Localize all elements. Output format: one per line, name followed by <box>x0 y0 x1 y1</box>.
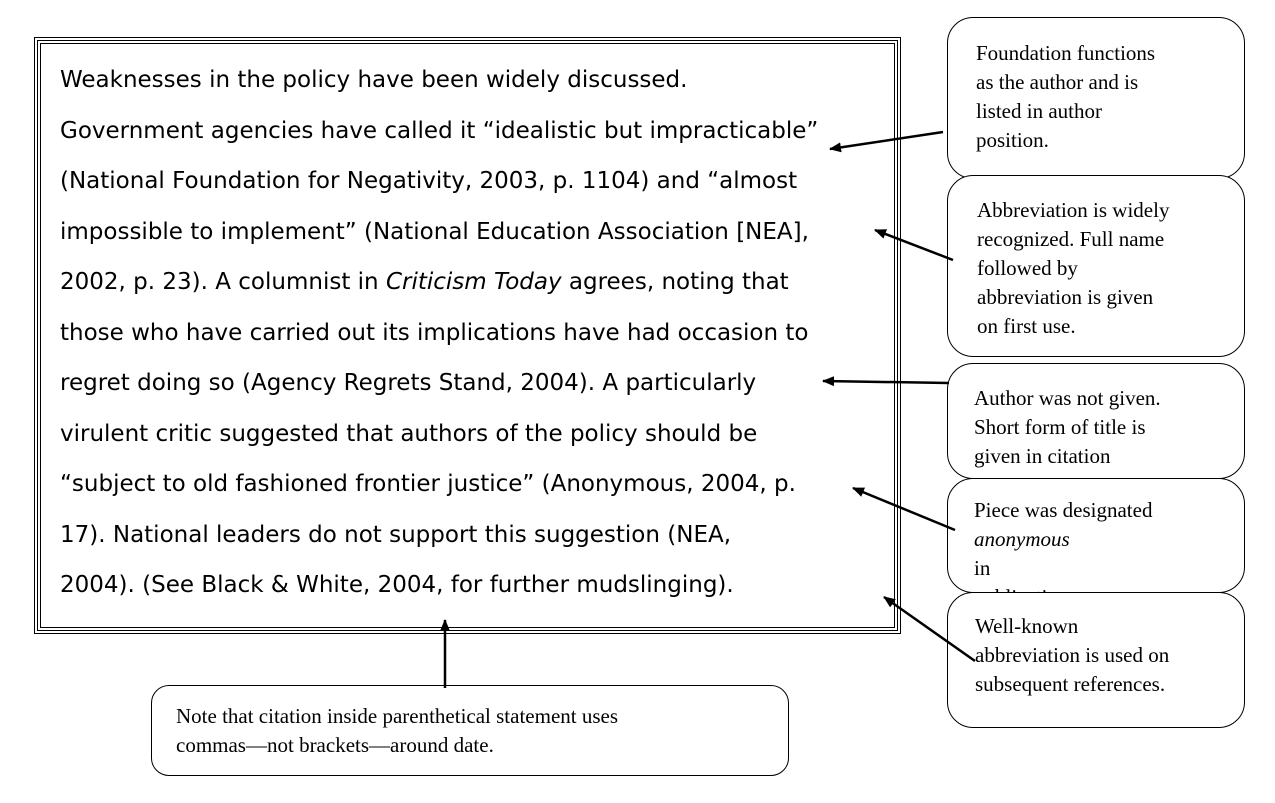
callout-no-author <box>947 363 1245 479</box>
paragraph-line: those who have carried out its implications have had occasion to <box>60 319 809 346</box>
callout-well-known-abbreviation <box>947 592 1245 728</box>
callout-line: as the author and is <box>976 70 1139 94</box>
callout-line: abbreviation is given <box>977 285 1154 309</box>
callout-line <box>974 525 1234 583</box>
paragraph-line: (National Foundation for Negativity, 2003, p. 1104) and “almost <box>60 168 798 194</box>
callout-line: given in citation <box>974 444 1111 468</box>
line-text: 2002, p. 23). A columnist in <box>60 269 386 295</box>
paragraph-line: 17). National leaders do not support this suggestion (NEA, <box>60 521 732 548</box>
callout-line: Author was not given. <box>974 386 1161 410</box>
callout-parenthetical-note <box>151 685 789 776</box>
callout-foundation-author <box>947 17 1245 179</box>
callout-line: Short form of title is <box>974 415 1146 439</box>
callout-line: Piece was designated <box>974 498 1153 522</box>
callout-line: listed in author <box>976 99 1102 123</box>
paragraph-line: virulent critic suggested that authors of the policy should be <box>60 420 758 447</box>
anonymous-term: anonymous <box>974 527 1070 551</box>
callout-line: subsequent references. <box>975 672 1166 696</box>
callout-line: abbreviation is used on <box>975 643 1170 667</box>
example-paragraph <box>60 55 890 611</box>
callout-line: recognized. Full name <box>977 227 1165 251</box>
line-text: in <box>974 556 991 580</box>
line-text: agrees, noting that <box>561 269 789 295</box>
callout-line: followed by <box>977 256 1078 280</box>
paragraph-line: Government agencies have called it “idealistic but impracticable” <box>60 117 819 144</box>
callout-line: Well-known <box>975 614 1079 638</box>
paragraph-line <box>60 257 890 308</box>
paragraph-line: “subject to old fashioned frontier justice” (Anonymous, 2004, p. <box>60 471 796 497</box>
callout-line: Abbreviation is widely <box>977 198 1170 222</box>
callout-anonymous <box>947 478 1245 593</box>
callout-abbreviation-first-use <box>947 175 1245 357</box>
paragraph-line: Weaknesses in the policy have been widely discussed. <box>60 67 688 93</box>
callout-line: commas—not brackets—around date. <box>176 733 494 757</box>
callout-line: on first use. <box>977 314 1076 338</box>
paragraph-line: regret doing so (Agency Regrets Stand, 2004). A particularly <box>60 370 757 396</box>
paragraph-line: impossible to implement” (National Education Association [NEA], <box>60 218 809 245</box>
callout-line: Foundation functions <box>976 41 1156 65</box>
callout-line: position. <box>976 128 1049 152</box>
periodical-title: Criticism Today <box>385 269 562 295</box>
callout-line: Note that citation inside parenthetical statement uses <box>176 704 619 728</box>
paragraph-line: 2004). (See Black & White, 2004, for further mudslinging). <box>60 572 734 598</box>
